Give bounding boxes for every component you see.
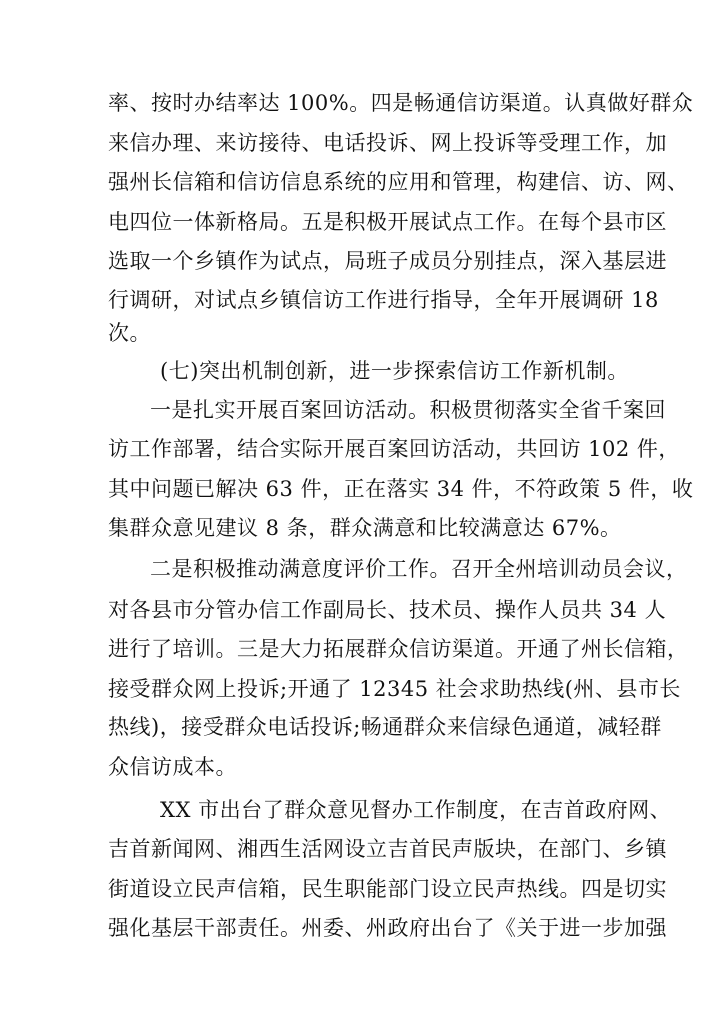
text-line: 集群众意见建议 8 条，群众满意和比较满意达 67%。 xyxy=(108,516,622,540)
text-line: 电四位一体新格局。五是积极开展试点工作。在每个县市区 xyxy=(108,210,667,234)
text-line: 行调研，对试点乡镇信访工作进行指导，全年开展调研 18 xyxy=(108,288,659,312)
text-line: 街道设立民声信箱，民生职能部门设立民声热线。四是切实 xyxy=(108,877,667,901)
text-line: 次。 xyxy=(108,321,151,345)
text-line: 众信访成本。 xyxy=(108,755,237,779)
text-line: XX 市出台了群众意见督办工作制度，在吉首政府网、 xyxy=(160,798,672,822)
text-line: 其中问题已解决 63 件，正在落实 34 件，不符政策 5 件，收 xyxy=(108,477,694,501)
text-line: 热线)，接受群众电话投诉;畅通群众来信绿色通道，减轻群 xyxy=(108,715,662,739)
text-line: 选取一个乡镇作为试点，局班子成员分别挂点，深入基层进 xyxy=(108,249,667,273)
text-line: 访工作部署，结合实际开展百案回访活动，共回访 102 件， xyxy=(108,437,680,461)
text-line: 进行了培训。三是大力拓展群众信访渠道。开通了州长信箱， xyxy=(108,637,689,661)
text-line: 强州长信箱和信访信息系统的应用和管理，构建信、访、网、 xyxy=(108,170,689,194)
text-line: 接受群众网上投诉;开通了 12345 社会求助热线(州、县市长 xyxy=(108,677,681,701)
text-line: 吉首新闻网、湘西生活网设立吉首民声版块，在部门、乡镇 xyxy=(108,837,667,861)
text-line: 二是积极推动满意度评价工作。召开全州培训动员会议， xyxy=(150,557,688,581)
text-line: 率、按时办结率达 100%。四是畅通信访渠道。认真做好群众 xyxy=(108,91,694,115)
text-line: 对各县市分管办信工作副局长、技术员、操作人员共 34 人 xyxy=(108,598,667,622)
text-line: 一是扎实开展百案回访活动。积极贯彻落实全省千案回 xyxy=(150,398,666,422)
text-line: 强化基层干部责任。州委、州政府出台了《关于进一步加强 xyxy=(108,916,667,940)
section-heading: (七)突出机制创新，进一步探索信访工作新机制。 xyxy=(160,359,629,383)
text-line: 来信办理、来访接待、电话投诉、网上投诉等受理工作，加 xyxy=(108,131,667,155)
